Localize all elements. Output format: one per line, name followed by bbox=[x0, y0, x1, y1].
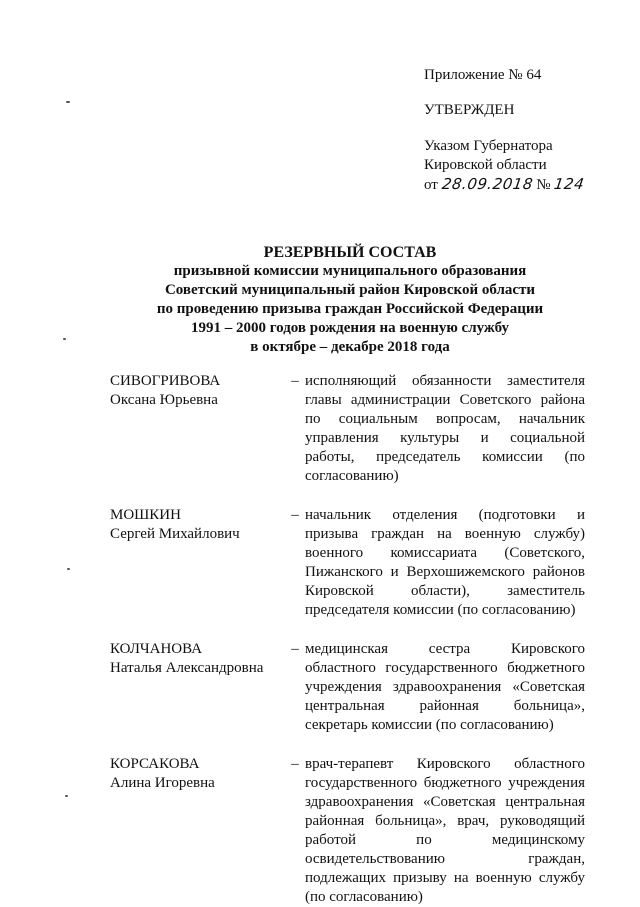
member-entry bbox=[110, 506, 590, 620]
approved-label: УТВЕРЖДЕН bbox=[424, 102, 515, 118]
member-given-name: Сергей Михайлович bbox=[110, 526, 240, 542]
member-entry bbox=[110, 755, 590, 907]
member-entry bbox=[110, 372, 590, 486]
handwritten-date: 28.09.2018 bbox=[440, 175, 534, 193]
heading-line: 1991 – 2000 годов рождения на военную службу bbox=[190, 320, 510, 336]
member-given-name: Алина Игоревна bbox=[110, 775, 215, 791]
member-name bbox=[110, 506, 285, 620]
member-name bbox=[110, 372, 285, 486]
date-prefix: от bbox=[424, 177, 438, 193]
member-name bbox=[110, 640, 285, 735]
member-role: исполняющий обязанности заместителя главы администрации Советского района по социальным вопросам, начальник управления культуры и социальной работы, председатель комиссии (по согласованию) bbox=[305, 373, 585, 484]
approved-by-line1: Указом Губернатора bbox=[424, 138, 553, 154]
member-dash: – bbox=[291, 507, 299, 523]
member-surname: КОЛЧАНОВА bbox=[110, 641, 203, 657]
decree-date-line bbox=[424, 175, 624, 195]
scan-speck bbox=[67, 568, 70, 570]
member-surname: СИВОГРИВОВА bbox=[110, 373, 221, 389]
heading-line: по проведению призыва граждан Российской Федерации bbox=[156, 301, 544, 317]
approval-block bbox=[424, 66, 624, 195]
approved-by-line2: Кировской области bbox=[424, 157, 547, 173]
member-surname: КОРСАКОВА bbox=[110, 756, 200, 772]
heading-line: в октябре – декабре 2018 года bbox=[250, 339, 450, 355]
member-surname: МОШКИН bbox=[110, 507, 181, 523]
member-role: начальник отделения (подготовки и призыва граждан на военную службу) военного комиссариата (Советского, Пижанского и Верхошижемского районов Кировской области), заместитель председателя комиссии (по согласованию) bbox=[305, 507, 585, 618]
scan-speck bbox=[63, 338, 66, 340]
handwritten-number: 124 bbox=[553, 175, 586, 193]
member-list bbox=[110, 372, 590, 907]
appendix-number: Приложение № 64 bbox=[424, 67, 542, 83]
member-given-name: Оксана Юрьевна bbox=[110, 392, 218, 408]
scan-speck bbox=[66, 101, 70, 103]
member-dash: – bbox=[291, 373, 299, 389]
member-name bbox=[110, 755, 285, 907]
heading-line: призывной комиссии муниципального образования bbox=[173, 263, 527, 279]
member-given-name: Наталья Александровна bbox=[110, 660, 264, 676]
member-dash: – bbox=[291, 756, 299, 772]
number-prefix: № bbox=[536, 177, 551, 193]
document-heading bbox=[110, 243, 590, 357]
member-role: врач-терапевт Кировского областного государственного бюджетного учреждения здравоохранения «Советская центральная районная больница», врач, руководящий работой по медицинскому освидетельствованию граждан, подлежащих призыву на военную службу (по согласованию) bbox=[305, 756, 585, 905]
member-role: медицинская сестра Кировского областного государственного бюджетного учреждения здравоохранения «Советская центральная районная больница», секретарь комиссии (по согласованию) bbox=[305, 641, 585, 733]
document-title: РЕЗЕРВНЫЙ СОСТАВ bbox=[263, 244, 437, 261]
member-entry bbox=[110, 640, 590, 735]
scan-speck bbox=[65, 795, 68, 797]
heading-line: Советский муниципальный район Кировской области bbox=[164, 282, 536, 298]
member-dash: – bbox=[291, 641, 299, 657]
